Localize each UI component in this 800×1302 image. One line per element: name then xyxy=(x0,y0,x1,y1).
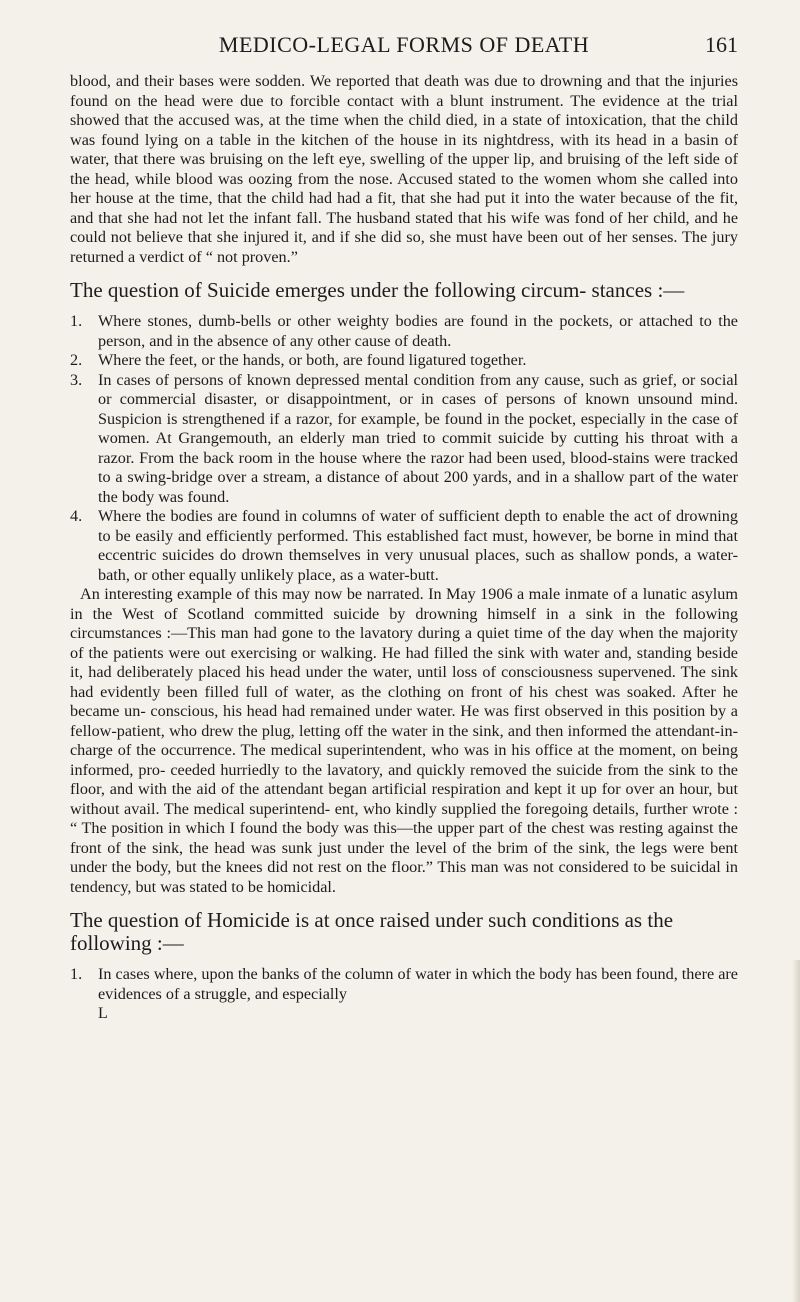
item-text: In cases of persons of known depressed mental condition from any cause, such as grief, or social or commercial disaster, or disappointment, or in cases of persons of known unsound mind. Suspicion is strengthened if a razor, for example, be found in the pocket, especially in the case of women. At Grangemouth, an elderly man tried to commit suicide by cutting his throat with a razor. From the back room in the house where the razor had been used, blood-stains were tracked to a swing-bridge over a stream, a distance of about 200 yards, and in a shallow part of the water the body was found. xyxy=(98,370,738,506)
list-item xyxy=(70,371,738,508)
item-text: Where the bodies are found in columns of water of sufficient depth to enable the act of drowning to be easily and efficiently performed. This established fact must, however, be borne in mind that eccentric suicides do drown themselves in very unusual places, such as shallow ponds, a water-bath, or other equally unlikely place, as a water-butt. xyxy=(98,507,738,584)
page-edge-shadow xyxy=(792,960,800,1302)
example-paragraph: An interesting example of this may now be narrated. In May 1906 a male inmate of a lunatic asylum in the West of Scotland committed suicide by drowning himself in a sink in the following circumstances :—This man had gone to the lavatory during a quiet time of the day when the majority of the patients were out exercising or walking. He had filled the sink with water and, standing beside it, had deliberately placed his head under the water, until loss of consciousness supervened. The sink had evidently been filled full of water, as the clothing on front of his chest was soaked. After he became un- conscious, his head had remained under water. He was first observed in this position by a fellow-patient, who drew the plug, letting off the water in the sink, and then informed the attendant-in-charge of the occurrence. The medical superintendent, who was in his office at the moment, on being informed, pro- ceeded hurriedly to the lavatory, and quickly removed the suicide from the sink to the floor, and with the aid of the attendant began artificial respiration and kept it up for over an hour, but without avail. The medical superintend- ent, who kindly supplied the foregoing details, further wrote : “ The position in which I found the body was this—the upper part of the chest was resting against the front of the sink, the head was sunk just under the level of the brim of the sink, the legs were bent under the body, but the knees did not rest on the floor.” This man was not considered to be suicidal in tendency, but was stated to be homicidal. xyxy=(70,585,738,896)
item-number: 4. xyxy=(70,507,83,525)
item-number: 2. xyxy=(70,351,83,369)
page-number: 161 xyxy=(705,32,738,57)
homicide-heading: The question of Homicide is at once raised under such conditions as the following :— xyxy=(70,908,674,955)
signature-mark: L xyxy=(98,1005,108,1022)
book-page xyxy=(70,32,738,1023)
running-title: MEDICO-LEGAL FORMS OF DEATH xyxy=(218,32,590,57)
list-item xyxy=(70,507,738,585)
item-text: Where stones, dumb-bells or other weighty bodies are found in the pockets, or attached to the person, and in the absence of any other cause of death. xyxy=(98,312,738,350)
suicide-list xyxy=(70,312,738,585)
item-text: Where the feet, or the hands, or both, are found ligatured together. xyxy=(98,351,527,369)
item-number: 3. xyxy=(70,370,83,389)
item-number: 1. xyxy=(70,312,83,330)
suicide-heading: The question of Suicide emerges under the following circum- stances :— xyxy=(70,278,685,302)
opening-paragraph: blood, and their bases were sodden. We reported that death was due to drowning and that the injuries found on the head were due to forcible contact with a blunt instrument. The evidence at the trial showed that the accused was, at the time when the child died, in a state of intoxication, that the child was found lying on a table in the kitchen of the house in its nightdress, with its head in a basin of water, that there was bruising on the left eye, swelling of the upper lip, and bruising of the left side of the head, while blood was oozing from the nose. Accused stated to the women whom she called into her house at the time, that the child had had a fit, that she had put it into the water because of the fit, and that she had not let the infant fall. The husband stated that his wife was fond of her child, and he could not believe that she injured it, and if she did so, she must have been out of her senses. The jury returned a verdict of “ not proven.” xyxy=(70,72,738,266)
list-item xyxy=(70,312,738,351)
item-number: 1. xyxy=(70,965,83,983)
list-item xyxy=(70,965,738,1004)
list-item xyxy=(70,351,738,371)
homicide-list xyxy=(70,965,738,1004)
item-text: In cases where, upon the banks of the column of water in which the body has been found, there are evidences of a struggle, and especially xyxy=(98,965,738,1003)
running-header xyxy=(70,32,738,60)
